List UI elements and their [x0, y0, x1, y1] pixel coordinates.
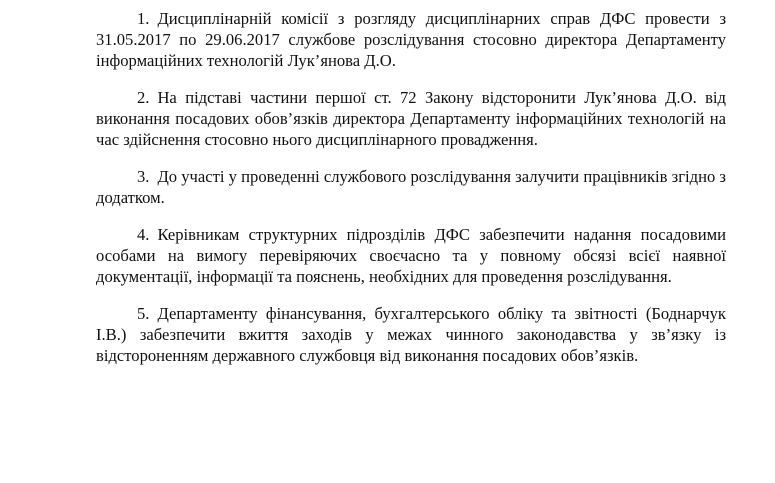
paragraph-number: 3. [137, 167, 150, 186]
paragraph-text: До участі у проведенні службового розслідування залучити працівників згідно з додатком. [96, 167, 726, 207]
paragraph-4 [96, 224, 726, 287]
document-body [96, 8, 726, 382]
paragraph-3 [96, 166, 726, 208]
paragraph-number: 1. [137, 9, 150, 28]
paragraph-1 [96, 8, 726, 71]
paragraph-text: На підставі частини першої ст. 72 Закону відсторонити Лук’янова Д.О. від виконання посадових обов’язків директора Департаменту інформаційних технологій на час здійснення стосовно нього дисциплінарного провадження. [96, 88, 726, 149]
paragraph-number: 5. [137, 304, 150, 323]
paragraph-5 [96, 303, 726, 366]
paragraph-text: Керівникам структурних підрозділів ДФС забезпечити надання посадовими особами на вимогу перевіряючих своєчасно та у повному обсязі всієї наявної документації, інформації та пояснень, необхідних для проведення розслідування. [96, 225, 726, 286]
paragraph-2 [96, 87, 726, 150]
paragraph-text: Дисциплінарній комісії з розгляду дисциплінарних справ ДФС провести з 31.05.2017 по 29.06.2017 службове розслідування стосовно директора Департаменту інформаційних технологій Лук’янова Д.О. [96, 9, 726, 70]
paragraph-number: 2. [137, 88, 150, 107]
paragraph-number: 4. [137, 225, 150, 244]
paragraph-text: Департаменту фінансування, бухгалтерського обліку та звітності (Боднарчук І.В.) забезпечити вжиття заходів у межах чинного законодавства у зв’язку із відстороненням державного службовця від виконання посадових обов’язків. [96, 304, 726, 365]
